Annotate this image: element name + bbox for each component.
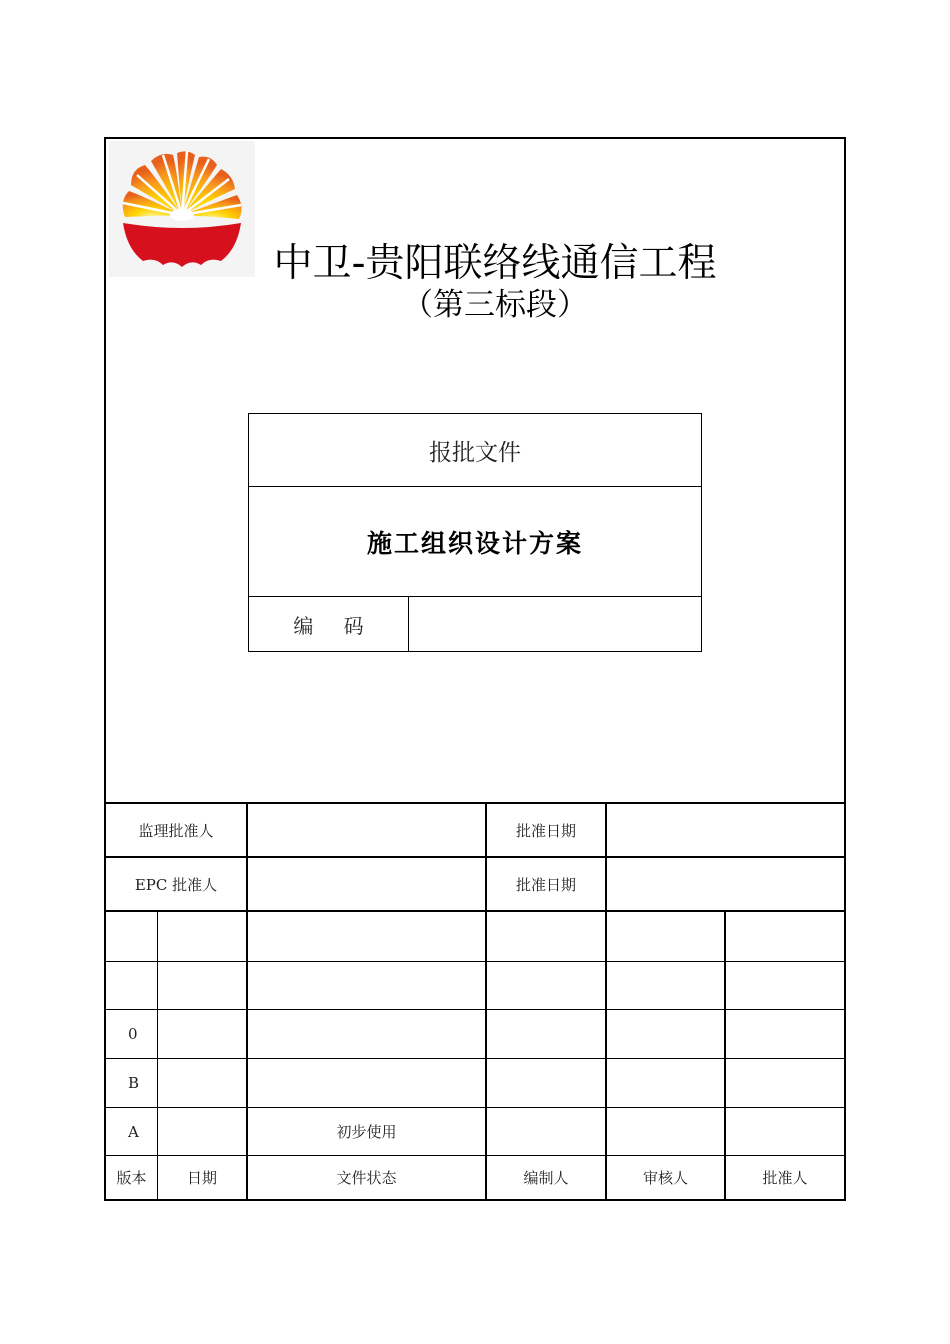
supervisor-approval-date (607, 804, 844, 856)
epc-approver-label: EPC 批准人 (134, 875, 218, 894)
epc-approval-date-label: 批准日期 (515, 875, 576, 894)
document-title: 施工组织设计方案 (249, 487, 701, 597)
revision-row-5-status: 初步使用 (336, 1123, 397, 1141)
company-logo (109, 141, 255, 277)
revision-row-2-version (106, 962, 157, 1009)
approval-revision-table (104, 802, 846, 1201)
document-info-box (248, 413, 702, 652)
project-subtitle: （第三标段） (402, 287, 588, 323)
revision-header-date: 日期 (186, 1169, 217, 1187)
revision-row-5-version: A (128, 1122, 139, 1141)
document-type-label: 报批文件 (249, 414, 701, 487)
revision-header-version: 版本 (116, 1169, 147, 1187)
revision-header-reviewer: 审核人 (642, 1169, 688, 1187)
revision-row-1-version (106, 912, 157, 961)
revision-row-4-version: B (128, 1074, 140, 1092)
revision-header-approver: 批准人 (762, 1169, 808, 1187)
document-code-row (249, 597, 701, 651)
revision-header-author: 编制人 (523, 1169, 569, 1187)
supervisor-approver-name (248, 804, 485, 856)
epc-approval-date (607, 858, 844, 910)
project-title: 中卫-贵阳联络线通信工程 (273, 241, 717, 286)
supervisor-approval-date-label: 批准日期 (515, 821, 576, 840)
revision-header-status: 文件状态 (336, 1169, 397, 1187)
document-code-value (409, 597, 701, 651)
supervisor-approver-label: 监理批准人 (138, 821, 214, 840)
epc-approver-name (248, 858, 485, 910)
document-code-label: 编 码 (249, 597, 409, 651)
revision-row-3-version: 0 (128, 1025, 138, 1043)
